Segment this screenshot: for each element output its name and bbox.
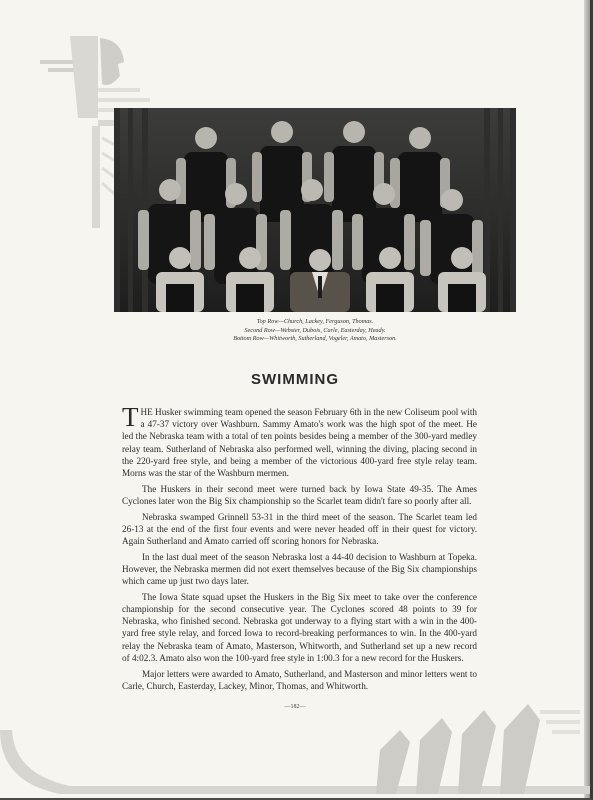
- paragraph-3: Nebraska swamped Grinnell 53-31 in the third meet of the season. The Scarlet team led 26-13 at the end of the first four events and were never headed off in their quest for victory. Again Sutherland and Amato carried off scoring honors for Nebraska.: [122, 511, 477, 547]
- caption-second-row: Second Row—Webster, Dubois, Carle, Easterday, Heady.: [244, 326, 386, 334]
- caption-top-row: Top Row—Church, Lackey, Ferguson, Thomas.: [256, 318, 374, 325]
- paragraph-2: The Huskers in their second meet were turned back by Iowa State 49-35. The Ames Cyclones later won the Big Six championship so the Scarlet team didn't fare so poorly after all.: [122, 483, 477, 506]
- paragraph-1: THE Husker swimming team opened the season February 6th in the new Coliseum pool with a 47-37 victory over Washburn. Sammy Amato's work was the high spot of the meet. He led the Nebraska team with a total of ten points besides being a member of the 300-yard medley relay team. Sutherland of Nebraska also performed well, winning the diving, placing second in the 220-yard free style, and being a member of the victorious 400-yard free style relay team. Morns was the star of the Washburn mermen.: [122, 402, 477, 479]
- team-photo: [114, 108, 516, 312]
- page-spine-shadow: [584, 0, 590, 798]
- paragraph-4: In the last dual meet of the season Nebraska lost a 44-40 decision to Washburn at Topeka. However, the Nebraska mermen did not exert themselves because of the Big Six championships which came up just two days later.: [122, 551, 477, 587]
- paragraph-5: The Iowa State squad upset the Huskers in the Big Six meet to take over the conference championship for the second consecutive year. The Cyclones scored 48 points to 39 for Nebraska, who finished second. Nebraska got underway to a flying start with a win in the 400-yard free style relay, and forced Iowa to record-breaking performances to win. In the 400-yard relay the Nebraska team of Amato, Masterson, Whitworth, and Sutherland set up a new record of 4:02.3. Amato also won the 100-yard free style in 1:00.3 for a new record for the Huskers.: [122, 591, 477, 663]
- page-title: SWIMMING: [251, 371, 339, 388]
- page-number: —182—: [284, 704, 306, 710]
- paragraph-6: Major letters were awarded to Amato, Sutherland, and Masterson and minor letters went to Carle, Church, Easterday, Lackey, Minor, Thomas, and Whitworth.: [122, 668, 477, 691]
- drop-cap: T: [122, 402, 139, 432]
- photo-caption: [120, 318, 510, 344]
- caption-bottom-row: Bottom Row—Whitworth, Sutherland, Vogeler, Amato, Masterson.: [233, 335, 397, 342]
- article-body: [122, 402, 477, 695]
